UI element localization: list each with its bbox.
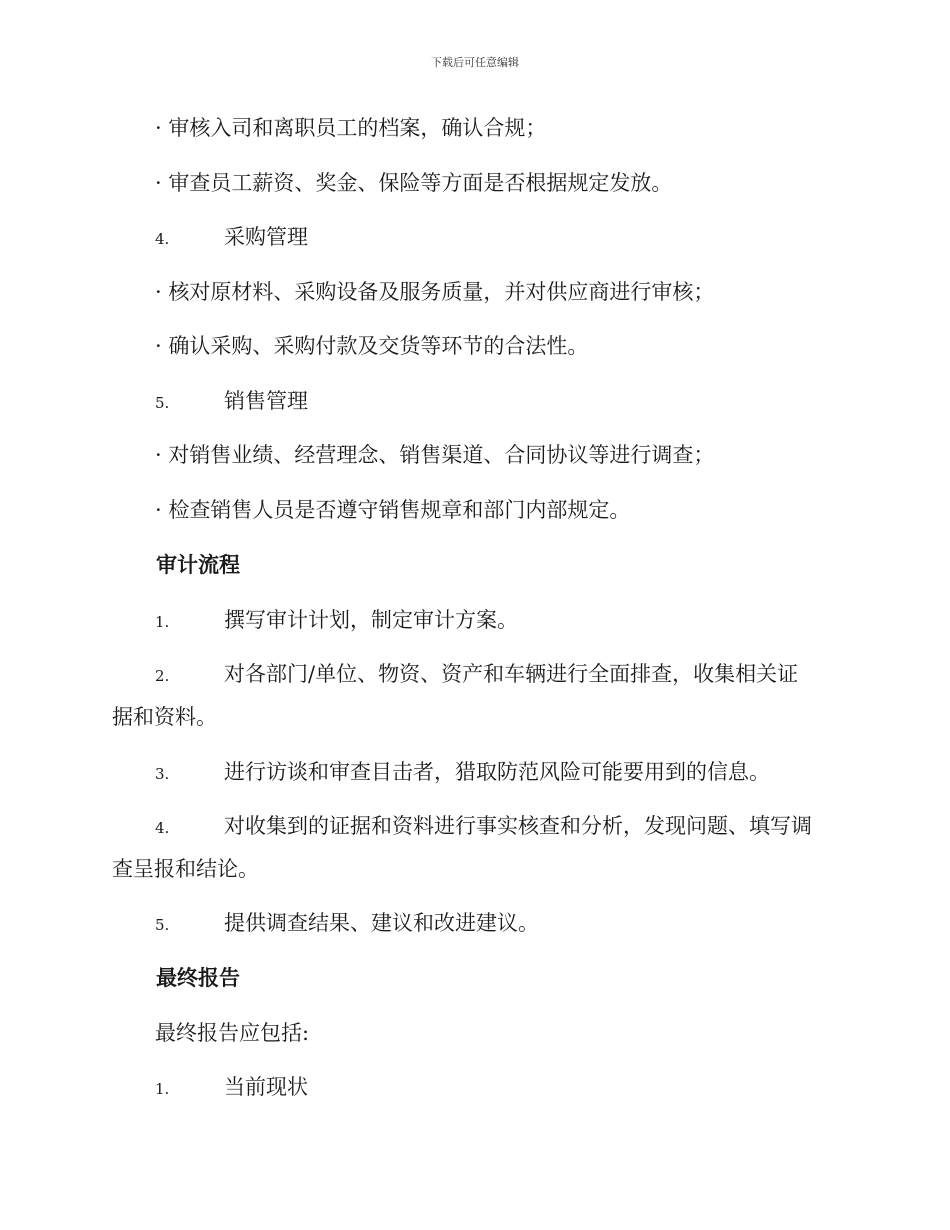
bullet-item: · 确认采购、采购付款及交货等环节的合法性。 [155, 334, 589, 358]
item-number: 1. [155, 1080, 170, 1098]
numbered-item [155, 811, 812, 843]
item-text-continuation: 据和资料。 [112, 705, 217, 729]
bullet-item: · 检查销售人员是否遵守销售规章和部门内部规定。 [155, 498, 631, 522]
page-header: 下载后可任意编辑 [431, 56, 519, 69]
bullet-item: · 审核入司和离职员工的档案，确认合规； [155, 116, 547, 140]
numbered-item [155, 222, 308, 254]
section-heading: 最终报告 [156, 965, 240, 990]
bullet-item: · 审查员工薪资、奖金、保险等方面是否根据规定发放。 [155, 171, 673, 195]
item-text: 提供调查结果、建议和改进建议。 [224, 911, 539, 935]
numbered-item [155, 908, 539, 940]
item-title: 销售管理 [224, 389, 308, 413]
item-number: 4. [155, 819, 170, 837]
item-number: 3. [155, 765, 170, 783]
numbered-item [155, 386, 308, 418]
section-heading: 审计流程 [156, 552, 240, 577]
item-text: 对各部门/单位、物资、资产和车辆进行全面排查，收集相关证 [224, 662, 799, 686]
item-text: 对收集到的证据和资料进行事实核查和分析，发现问题、填写调 [224, 814, 812, 838]
item-number: 4. [155, 230, 170, 248]
item-text: 进行访谈和审查目击者，猎取防范风险可能要用到的信息。 [224, 760, 770, 784]
bullet-item: · 核对原材料、采购设备及服务质量，并对供应商进行审核； [155, 280, 715, 304]
item-number: 2. [155, 667, 170, 685]
item-number: 5. [155, 916, 170, 934]
item-title: 当前现状 [224, 1075, 308, 1099]
item-title: 采购管理 [224, 225, 308, 249]
paragraph-text: 最终报告应包括: [155, 1021, 310, 1045]
item-text-continuation: 查呈报和结论。 [112, 857, 259, 881]
bullet-item: · 对销售业绩、经营理念、销售渠道、合同协议等进行调查； [155, 443, 715, 467]
numbered-item [155, 659, 798, 691]
item-text: 撰写审计计划，制定审计方案。 [224, 608, 518, 632]
numbered-item [155, 1072, 308, 1104]
item-number: 5. [155, 394, 170, 412]
numbered-item [155, 605, 518, 637]
numbered-item [155, 757, 770, 789]
item-number: 1. [155, 613, 170, 631]
